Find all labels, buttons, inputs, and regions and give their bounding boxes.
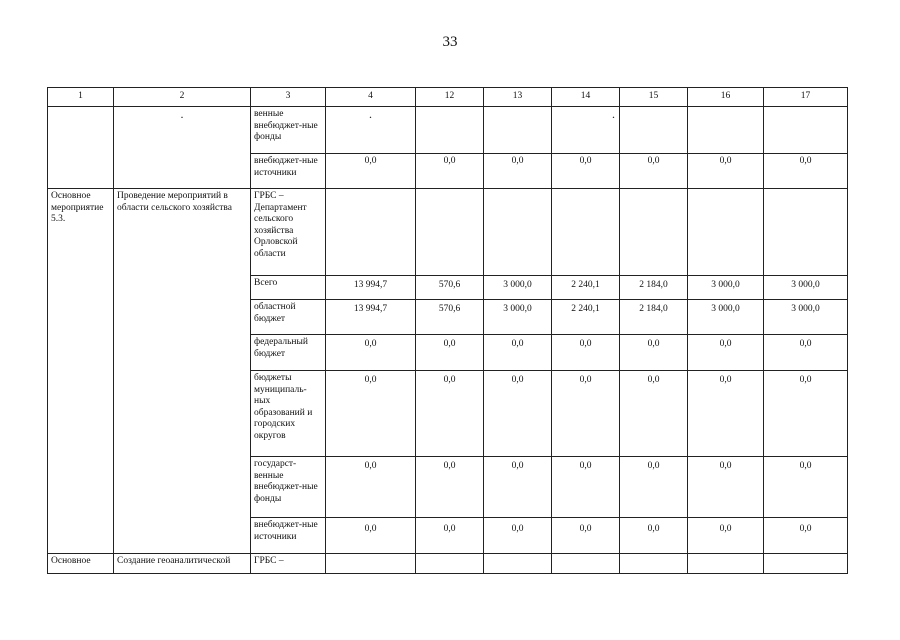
value-cell: 0,0 [764,457,848,518]
value-cell: 0,0 [620,371,688,457]
value-cell: 0,0 [764,154,848,189]
value-cell: 0,0 [484,457,552,518]
value-cell [416,189,484,276]
funding-source: областной бюджет [251,300,326,335]
value-cell [688,107,764,154]
activity-title: Проведение мероприятий в области сельского хозяйства [114,189,251,554]
value-cell: 570,6 [416,300,484,335]
grbs-cell: ГРБС – [251,554,326,574]
value-cell: 0,0 [416,335,484,371]
value-cell: 3 000,0 [764,300,848,335]
header-row [48,88,848,107]
value-cell: 0,0 [764,371,848,457]
value-cell: 3 000,0 [484,300,552,335]
value-cell: 2 184,0 [620,300,688,335]
value-cell: 0,0 [326,335,416,371]
header-cell: 2 [114,88,251,107]
funding-source: внебюджет-ные источники [251,518,326,554]
value-cell [326,554,416,574]
header-cell: 15 [620,88,688,107]
value-cell [552,554,620,574]
grbs-cell: ГРБС – Департамент сельского хозяйства Орловской области [251,189,326,276]
scan-mark: . [552,107,620,154]
value-cell: 0,0 [552,335,620,371]
header-cell: 17 [764,88,848,107]
value-cell [620,554,688,574]
value-cell [484,189,552,276]
table-row [48,107,848,154]
value-cell [764,189,848,276]
header-cell: 13 [484,88,552,107]
header-cell: 4 [326,88,416,107]
value-cell: 0,0 [620,518,688,554]
value-cell [416,554,484,574]
header-cell: 16 [688,88,764,107]
value-cell [484,554,552,574]
value-cell: 2 184,0 [620,276,688,300]
value-cell [484,107,552,154]
value-cell: 0,0 [484,518,552,554]
value-cell: 0,0 [484,335,552,371]
value-cell: 0,0 [326,154,416,189]
activity-title: Создание геоаналитической [114,554,251,574]
budget-table [47,87,848,574]
table-row [48,189,848,276]
value-cell [764,107,848,154]
value-cell: 0,0 [764,518,848,554]
value-cell: 13 994,7 [326,276,416,300]
value-cell [688,189,764,276]
value-cell [552,189,620,276]
value-cell: 0,0 [484,154,552,189]
value-cell: 0,0 [416,457,484,518]
value-cell [620,107,688,154]
value-cell: 0,0 [688,335,764,371]
value-cell: 0,0 [416,154,484,189]
scan-mark: . [326,107,416,154]
funding-source: Всего [251,276,326,300]
activity-number: Основное мероприятие 5.3. [48,189,114,554]
value-cell: 3 000,0 [688,276,764,300]
value-cell [416,107,484,154]
value-cell: 0,0 [764,335,848,371]
value-cell: 0,0 [416,518,484,554]
scan-mark: . [114,107,251,189]
value-cell [688,554,764,574]
table-row [48,554,848,574]
value-cell: 13 994,7 [326,300,416,335]
funding-source: бюджеты муниципаль-ных образований и городских округов [251,371,326,457]
value-cell: 0,0 [688,371,764,457]
value-cell [326,189,416,276]
value-cell: 0,0 [688,154,764,189]
value-cell: 2 240,1 [552,300,620,335]
header-cell: 1 [48,88,114,107]
value-cell: 0,0 [552,518,620,554]
value-cell: 570,6 [416,276,484,300]
value-cell: 3 000,0 [484,276,552,300]
value-cell: 2 240,1 [552,276,620,300]
value-cell: 0,0 [484,371,552,457]
value-cell [764,554,848,574]
value-cell: 0,0 [620,154,688,189]
header-cell: 14 [552,88,620,107]
value-cell: 3 000,0 [764,276,848,300]
activity-number: Основное [48,554,114,574]
value-cell: 0,0 [620,335,688,371]
empty-cell [48,107,114,189]
funding-source: федеральный бюджет [251,335,326,371]
value-cell [620,189,688,276]
header-cell: 12 [416,88,484,107]
value-cell: 0,0 [552,371,620,457]
value-cell: 0,0 [620,457,688,518]
value-cell: 3 000,0 [688,300,764,335]
value-cell: 0,0 [326,371,416,457]
value-cell: 0,0 [326,518,416,554]
value-cell: 0,0 [326,457,416,518]
page-number: 33 [442,34,458,50]
value-cell: 0,0 [416,371,484,457]
value-cell: 0,0 [688,518,764,554]
funding-source: венные внебюджет-ные фонды [251,107,326,154]
value-cell: 0,0 [688,457,764,518]
funding-source: внебюджет-ные источники [251,154,326,189]
value-cell: 0,0 [552,457,620,518]
header-cell: 3 [251,88,326,107]
funding-source: государст-венные внебюджет-ные фонды [251,457,326,518]
value-cell: 0,0 [552,154,620,189]
